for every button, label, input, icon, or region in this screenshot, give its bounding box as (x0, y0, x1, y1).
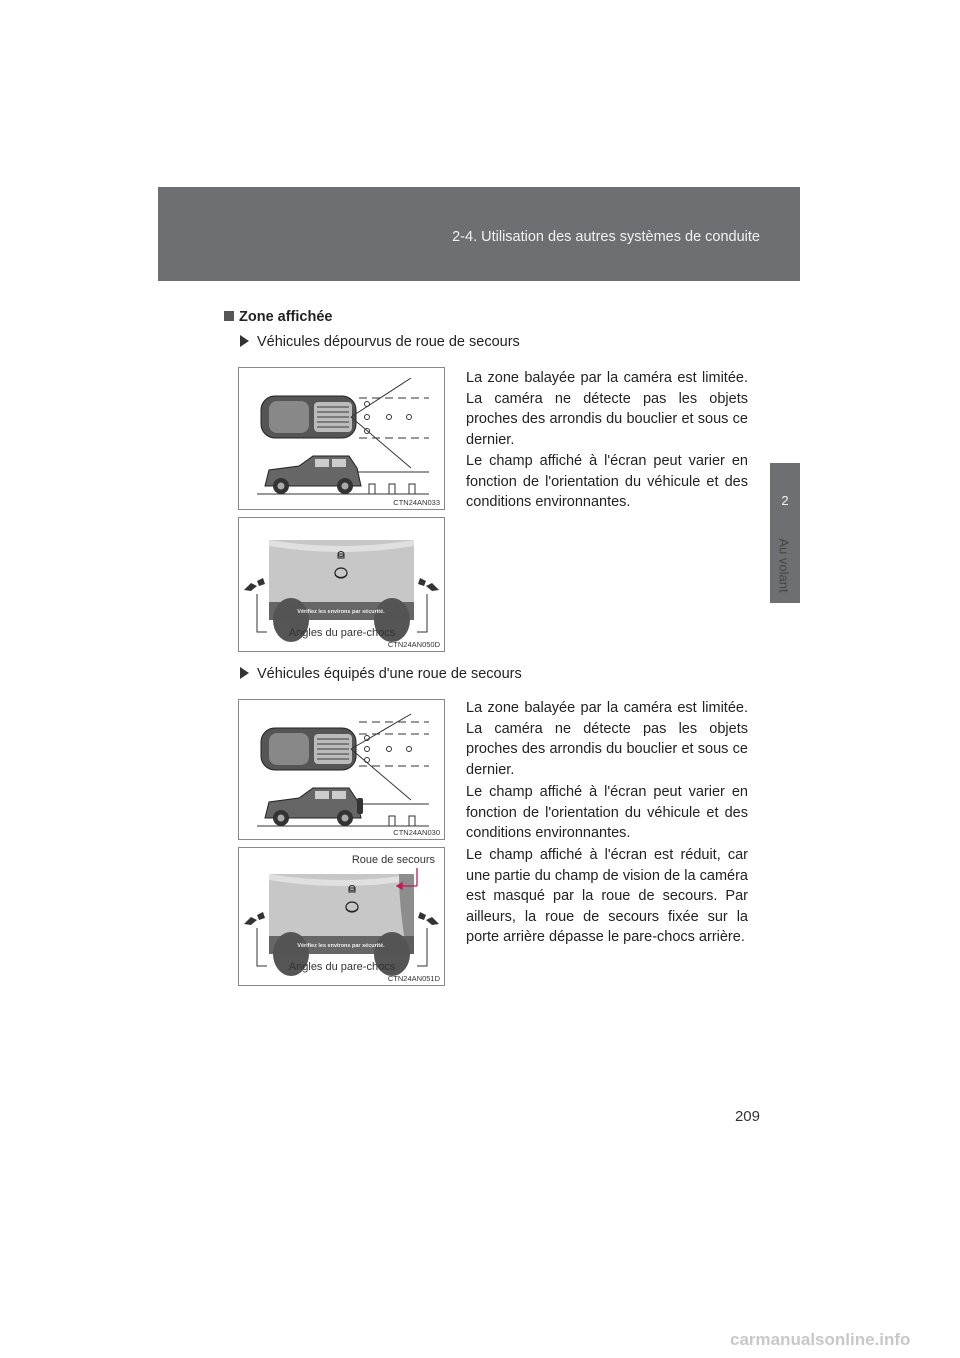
car-side-view-icon (265, 456, 361, 494)
figure-screen-display (238, 517, 445, 652)
figure-code: CTN24AN030 (393, 828, 440, 837)
figure-label: Angles du pare-chocs (288, 627, 396, 639)
figure-code: CTN24AN033 (393, 498, 440, 507)
screen-message: Vérifiez les environs par sécurité. (297, 609, 385, 615)
chapter-side-label: Au volant (776, 538, 792, 593)
triangle-bullet-icon (240, 335, 249, 347)
screen-message: Vérifiez les environs par sécurité. (297, 943, 385, 949)
section-heading-text: Zone affichée (239, 309, 333, 325)
paragraph: Le champ affiché à l'écran peut varier en fonction de l'orientation du véhicule et des conditions environnantes. (466, 453, 748, 510)
chapter-title: 2-4. Utilisation des autres systèmes de conduite (452, 229, 760, 245)
chapter-header-band (158, 187, 800, 281)
bullet-with-spare-wheel (240, 666, 522, 682)
paragraph: La zone balayée par la caméra est limitée. La caméra ne détecte pas les objets proches des arrondis du bouclier et sous ce dernier. (466, 370, 748, 448)
screen-display-diagram (239, 518, 444, 651)
triangle-bullet-icon (240, 667, 249, 679)
screen-spare-wheel-diagram (239, 848, 444, 985)
vehicle-top-side-diagram (239, 368, 444, 509)
figure-top-label: Roue de secours (351, 854, 435, 866)
section-heading (224, 309, 332, 325)
car-side-view-icon (265, 788, 363, 826)
square-bullet-icon (224, 311, 234, 321)
car-top-view-icon (261, 396, 356, 438)
figure-code: CTN24AN051D (387, 974, 440, 983)
paragraph: Le champ affiché à l'écran est réduit, car une partie du champ de vision de la caméra est masqué par la roue de secours. Par ailleurs, la roue de secours fixée sur la porte arrière dépasse le pare-chocs arrière. (466, 847, 748, 945)
bullet-no-spare-wheel (240, 334, 520, 350)
chapter-number: 2 (781, 493, 789, 508)
figure-camera-area-spare-wheel (238, 699, 445, 840)
figure-screen-spare-wheel (238, 847, 445, 986)
car-top-view-icon (261, 728, 356, 770)
page-number: 209 (734, 1108, 760, 1125)
paragraph: La zone balayée par la caméra est limitée. La caméra ne détecte pas les objets proches des arrondis du bouclier et sous ce dernier. (466, 700, 748, 778)
bullet-text: Véhicules équipés d'une roue de secours (257, 666, 522, 682)
watermark: carmanualsonline.info (730, 1330, 911, 1349)
figure-code: CTN24AN050D (387, 640, 440, 649)
vehicle-spare-wheel-diagram (239, 700, 444, 839)
figure-label: Angles du pare-chocs (288, 961, 396, 973)
figure-camera-area-top-side (238, 367, 445, 510)
bullet-text: Véhicules dépourvus de roue de secours (257, 334, 520, 350)
paragraph: Le champ affiché à l'écran peut varier en fonction de l'orientation du véhicule et des conditions environnantes. (466, 784, 748, 841)
